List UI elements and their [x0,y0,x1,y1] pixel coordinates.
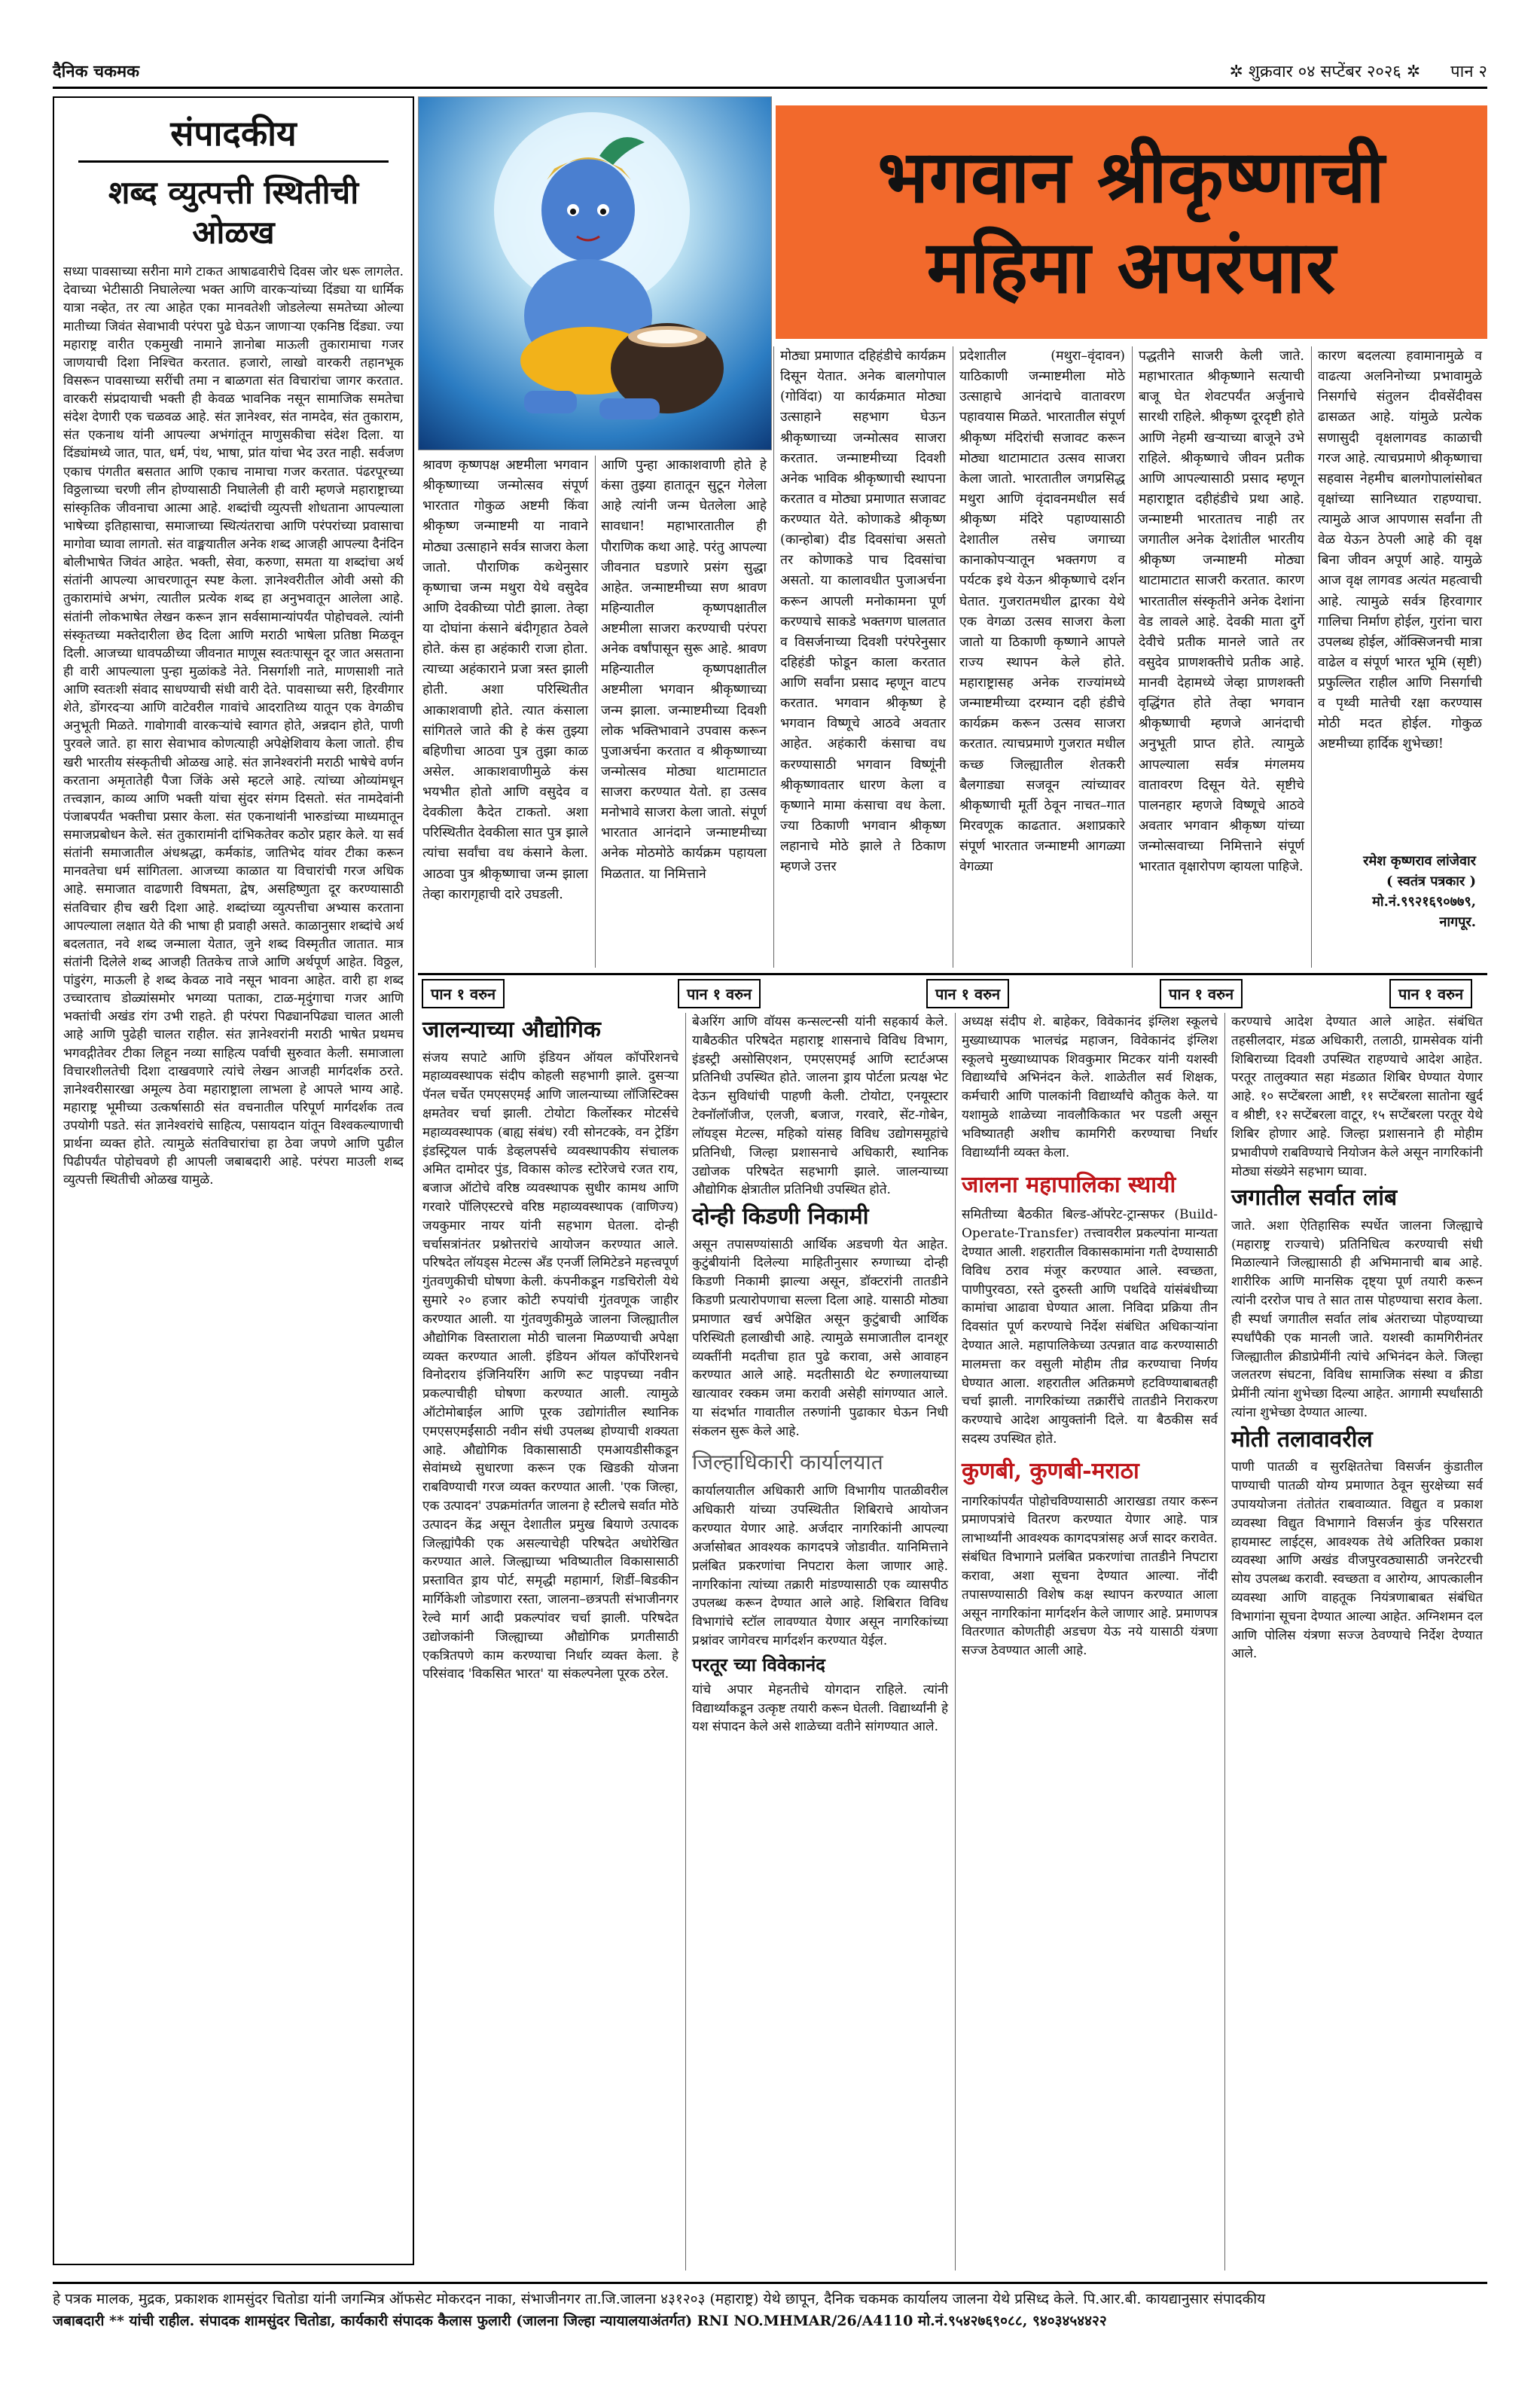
news-body: समितीच्या बैठकीत बिल्ड-ऑपरेट-ट्रान्सफर (Build-Operate-Transfer) तत्त्वावरील प्रकल्पांना मान्यता देण्यात आली. शहरातील विकासकामांना गती देण्यासाठी विविध ठराव मंजूर करण्यात आले. स्वच्छता, पाणीपुरवठा, रस्ते दुरुस्ती आणि पथदिवे यांसंबंधीच्या कामांचा आढावा घेण्यात आला. निविदा प्रक्रिया तीन दिवसांत पूर्ण करण्याचे निर्देश संबंधित अधिकाऱ्यांना देण्यात आले. महापालिकेच्या उत्पन्नात वाढ करण्यासाठी मालमत्ता कर वसुली मोहीम तीव्र करण्याचा निर्णय घेण्यात आला. शहरातील अतिक्रमणे हटविण्याबाबतही चर्चा झाली. नागरिकांच्या तक्रारींचे तातडीने निराकरण करण्याचे आदेश आयुक्तांनी दिले. या बैठकीस सर्व सदस्य उपस्थित होते. [962,1207,1218,1447]
imprint-footer [53,2282,1487,2350]
column-divider [595,456,596,968]
article-column-4: प्रदेशातील (मथुरा–वृंदावन) याठिकाणी जन्माष्टमीला मोठे उत्साहाचे आनंदाचे वातावरण पहावयास मिळते. भारतातील संपूर्ण श्रीकृष्ण मंदिरांची सजावट करून मोठ्या थाटामाटात उत्सव साजरा केला जातो. भारतातील जगप्रसिद्ध मथुरा आणि वृंदावनमधील सर्व श्रीकृष्ण मंदिरे पहाण्यासाठी देशातील तसेच जगाच्या कानाकोपऱ्यातून भक्तगण व पर्यटक इथे येऊन श्रीकृष्णाचे दर्शन घेतात. गुजरातमधील द्वारका येथे एक वेगळा उत्सव साजरा केला जातो या ठिकाणी कृष्णाने आपले राज्य स्थापन केले होते. महाराष्ट्रासह अनेक राज्यांमध्ये जन्माष्टमीच्या दरम्यान दही हंडीचे कार्यक्रम करून उत्सव साजरा करतात. त्याचप्रमाणे गुजरात मधील कच्छ जिल्ह्यातील शेतकरी बैलगाड्या सजवून त्यांच्यावर श्रीकृष्णाची मूर्ती ठेवून नाचत–गात मिरवणूक काढतात. अशाप्रकारे संपूर्ण भारतात जन्माष्टमी आगळ्या वेगळ्या [959,349,1125,875]
editorial-body: सध्या पावसाच्या सरीना मागे टाकत आषाढवारीचे दिवस जोर धरू लागलेत. देवाच्या भेटीसाठी निघालेल्या भक्त आणि वारकऱ्यांच्या दिंड्या या धार्मिक यात्रा नव्हेत, तर त्या आहेत एका मानवतेशी जोडलेल्या समतेच्या ओल्या मातीच्या जिवंत सेवाभावी परंपरा पुढे घेऊन जाणाऱ्या एकनिष्ठ दिंड्या. ज्या महाराष्ट्र वारीत एकमुखी नामाने ज्ञानोबा माऊली तुकारामाचा गजर जाणयाची दिशा निश्चित करतात. हजारो, लाखो वारकरी तहानभूक विसरून पावसाच्या सरींची तमा न बाळगता संत विचारांचा जागर करतात. वारकरी संप्रदायाची भक्ती ही केवळ भावनिक नसून सामाजिक समतेचा संदेश देणारी एक चळवळ आहे. संत ज्ञानेश्वर, संत नामदेव, संत तुकाराम, संत एकनाथ यांनी आपल्या अभंगांतून माणुसकीचा संदेश दिला. या दिंड्यांमध्ये जात, पात, धर्म, पंथ, भाषा, प्रांत यांचा भेद उरत नाही. सर्वजण एकाच पंगतीत बसतात आणि एकाच नामाचा गजर करतात. पंढरपूरच्या विठ्ठलाच्या चरणी लीन होण्यासाठी निघालेली ही वारी म्हणजे महाराष्ट्राच्या सांस्कृतिक जीवनाचा आत्मा आहे. शब्दांची व्युत्पत्ती शोधताना आपल्याला भाषेच्या इतिहासाचा, समाजाच्या स्थित्यंतराचा आणि परंपरांच्या प्रवासाचा मागोवा घ्यावा लागतो. संत वाङ्मयातील अनेक शब्द आजही आपल्या दैनंदिन बोलीभाषेत जिवंत आहेत. भक्ती, सेवा, करुणा, समता या शब्दांचा अर्थ संतांनी आपल्या आचरणातून स्पष्ट केला. ज्ञानेश्वरीतील ओवी असो की तुकारामांचे अभंग, त्यातील प्रत्येक शब्द हा अनुभवातून आलेला आहे. संतांनी लोकभाषेत लेखन करून ज्ञान सर्वसामान्यांपर्यंत पोहोचवले. त्यांनी संस्कृतच्या मक्तेदारीला छेद दिला आणि मराठी भाषेला प्रतिष्ठा मिळवून दिली. आजच्या धावपळीच्या जीवनात माणूस स्वतःपासून दूर जात असताना ही वारी आपल्याला पुन्हा मुळांकडे नेते. निसर्गाशी नाते, माणसाशी नाते आणि स्वतःशी संवाद साधण्याची संधी वारी देते. पावसाच्या सरी, हिरवीगार शेते, डोंगरदऱ्या आणि वाटेवरील गावांचे आदरातिथ्य यातून एक वेगळीच अनुभूती मिळते. गावोगावी वारकऱ्यांचे स्वागत होते, अन्नदान होते, पाणी पुरवले जाते. हा सारा सेवाभाव कोणत्याही अपेक्षेशिवाय केला जातो. हीच खरी भारतीय संस्कृतीची ओळख आहे. संत ज्ञानेश्वरांनी मराठी भाषेचे वर्णन करताना अमृतातेही पैजा जिंके असे म्हटले आहे. त्यांच्या ओव्यांमधून तत्त्वज्ञान, काव्य आणि भक्ती यांचा सुंदर संगम दिसतो. संत नामदेवांनी पंजाबपर्यंत भक्तीचा प्रसार केला. संत एकनाथांनी भारुडांच्या माध्यमातून समाजप्रबोधन केले. संत तुकारामांनी दांभिकतेवर कठोर प्रहार केले. या सर्व संतांनी समाजातील अंधश्रद्धा, कर्मकांड, जातिभेद यांवर टीका करून मानवतेचा धर्म सांगितला. आजच्या काळात या विचारांची गरज अधिक आहे. समाजात वाढणारी विषमता, द्वेष, असहिष्णुता दूर करण्यासाठी संतविचार हीच खरी दिशा आहे. शब्दांच्या व्युत्पत्तीचा अभ्यास करताना आपल्याला लक्षात येते की भाषा ही प्रवाही असते. काळानुसार शब्दांचे अर्थ बदलतात, नवे शब्द जन्माला येतात, जुने शब्द विस्मृतीत जातात. मात्र संतांनी दिलेले शब्द आजही तितकेच ताजे आणि अर्थपूर्ण आहेत. विठ्ठल, पांडुरंग, माऊली हे शब्द केवळ नावे नसून भावना आहेत. वारी हा शब्द उच्चारताच डोळ्यांसमोर भगव्या पताका, टाळ-मृदुंगाचा गजर आणि भक्तांची अखंड रांग उभी राहते. ही परंपरा पिढ्यानपिढ्या चालत आली आहे आणि पुढेही चालत राहील. संत ज्ञानेश्वरांनी मराठी भाषेत प्रथमच भगवद्गीतेवर टीका लिहून नव्या साहित्य पर्वाची सुरुवात केली. समाजाला विचारशीलतेची दिशा दाखवणारे त्यांचे लेखन आजही मार्गदर्शक ठरते. ज्ञानेश्वरीसारखा अमूल्य ठेवा महाराष्ट्राला लाभला हे आपले भाग्य आहे. महाराष्ट्र भूमीच्या उत्कर्षासाठी संत वचनातील परिपूर्ण मार्गदर्शक तत्व उपयोगी पडते. संत ज्ञानेश्वरांचे साहित्य, पसायदान यांतून विश्वकल्याणाची प्रार्थना व्यक्त होते. त्यामुळे संतविचारांचा हा ठेवा जपणे आणि पुढील पिढीपर्यंत पोहोचवणे ही आपली जबाबदारी आहे. परंपरा माउली शब्द व्युत्पत्ती स्थितीची ओळख यामुळे. [63,264,404,1188]
news-column-2 [688,1013,953,2270]
baby-krishna-image [418,96,772,450]
news-column-1 [418,1013,683,2270]
column-divider [773,346,774,968]
divider [78,160,389,163]
page-number: पान २ [1450,63,1487,81]
news-column-4 [1227,1013,1487,2270]
news-headline: मोती तलावावरील [1231,1426,1373,1453]
continuation-tag: पान १ वरुन [1389,979,1472,1008]
author-role: ( स्वतंत्र पत्रकार ) [1386,874,1476,889]
news-column-3 [957,1013,1222,2270]
continuation-tag: पान १ वरुन [1160,979,1243,1008]
article-column-6: कारण बदलत्या हवामानामुळे व वाढत्या अलनिनोच्या प्रभावामुळे निसर्गाचे संतुलन दीवसेंदीवस ढासळत आहे. यांमुळे प्रत्येक सणासुदी वृक्षलागवड काळाची गरज आहे. त्याचप्रमाणे श्रीकृष्णाचा सहवास नेहमीच बालगोपालांसोबत वृक्षांच्या सानिध्यात राहण्याचा. त्यामुळे आज आपणास सर्वांना ती वेळ येऊन ठेपली आहे की वृक्ष बिना जीवन अपूर्ण आहे. यामुळे आज वृक्ष लागवड अत्यंत महत्वाची आहे. त्यामुळे सर्वत्र हिरवागार गालिचा निर्माण होईल, गुरांना चारा उपलब्ध होईल, ऑक्सिजनची मात्रा वाढेल व संपूर्ण भारत भूमि (सृष्टी) प्रफुल्लित राहील आणि निसर्गाची व पृथ्वी मातेची रक्षा करण्यास मोठी मदत होईल. गोकुळ अष्टमीच्या हार्दिक शुभेच्छा! [1318,349,1482,752]
imprint-line: जबाबदारी ** यांची राहील. संपादक शामसुंदर चितोडा, कार्यकारी संपादक कैलास फुलारी (जालना जिल्हा न्यायालयाअंतर्गत) RNI NO.MHMAR/26/A4110 मो.नं.९५४२७६९०८८, ९४०३४५४४२२ [53,2313,1107,2330]
section-divider [418,973,1487,975]
headline-line-2: महिमा अपरंपार [926,224,1337,310]
article-column-1: श्रावण कृष्णपक्ष अष्टमीला भगवान श्रीकृष्णाच्या जन्मोत्सव संपूर्ण भारतात गोकुळ अष्टमी किंवा श्रीकृष्ण जन्माष्टमी या नावाने मोठ्या उत्साहाने सर्वत्र साजरा केला जातो. पौराणिक कथेनुसार कृष्णाचा जन्म मथुरा येथे वसुदेव आणि देवकीच्या पोटी झाला. तेव्हा या दोघांना कंसाने बंदीगृहात ठेवले होते. कंस हा अहंकारी राजा होता. त्याच्या अहंकाराने प्रजा त्रस्त झाली होती. अशा परिस्थितीत आकाशवाणी होते. त्यात कंसाला सांगितले जाते की हे कंस तुझ्या बहिणीचा आठवा पुत्र तुझा काळ असेल. आकाशवाणीमुळे कंस भयभीत होतो आणि वसुदेव व देवकीला कैदेत टाकतो. अशा परिस्थितीत देवकीला सात पुत्र झाले त्यांचा सर्वांचा वध कंसाने केला. आठवा पुत्र श्रीकृष्णाचा जन्म झाला तेव्हा कारागृहाची दारे उघडली. [422,458,588,902]
author-name: रमेश कृष्णराव लांजेवार [1363,853,1476,869]
article-column-5: पद्धतीने साजरी केली जाते. महाभारतात श्रीकृष्णाने सत्याची बाजू घेत शेवटपर्यंत अर्जुनाचे सारथी राहिले. श्रीकृष्ण दूरदृष्टी होते आणि नेहमी खऱ्याच्या बाजूने उभे राहिले. श्रीकृष्णाचे जीवन प्रतीक आणि आपल्यासाठी प्रसाद म्हणून महाराष्ट्रात दहीहंडीचे प्रथा आहे. जन्माष्टमी भारतातच नाही तर जगातील अनेक देशांतील भारतीय श्रीकृष्ण जन्माष्टमी मोठ्या थाटामाटात साजरी करतात. कारण भारतातील संस्कृतीने अनेक देशांना वेड लावले आहे. देवकी माता दुर्गे देवीचे प्रतीक मानले जाते तर वसुदेव प्राणशक्तीचे प्रतीक आहे. मानवी देहामध्ये जेव्हा प्राणशक्ती वृद्धिंगत होते तेव्हा भगवान श्रीकृष्णाची म्हणजे आनंदाची अनुभूती प्राप्त होते. त्यामुळे आपल्याला सर्वत्र मंगलमय वातावरण दिसून येते. सृष्टीचे पालनहार म्हणजे विष्णूचे आठवे अवतार भगवान श्रीकृष्ण यांच्या जन्मोत्सवाच्या निमित्ताने संपूर्ण भारतात वृक्षारोपण व्हायला पाहिजे. [1139,349,1304,875]
column-divider [1224,1013,1225,2270]
page-header [53,59,1487,89]
news-body: अध्यक्ष संदीप शे. बाहेकर, विवेकानंद इंग्लिश स्कूलचे मुख्याध्यापक भालचंद्र महाजन, विवेकानंद इंग्लिश स्कूलचे मुख्याध्यापक शिवकुमार मिटकर यांनी यशस्वी विद्यार्थ्यांचे अभिनंदन केले. शाळेतील सर्व शिक्षक, कर्मचारी आणि पालकांनी विद्यार्थ्यांचे कौतुक केले. या यशामुळे शाळेच्या नावलौकिकात भर पडली असून भविष्यातही अशीच कामगिरी करण्याचा निर्धार विद्यार्थ्यांनी व्यक्त केला. [962,1014,1218,1160]
continuation-tag: पान १ वरुन [678,979,761,1008]
news-headline: कुणबी, कुणबी-मराठा [962,1457,1139,1484]
newspaper-name: दैनिक चकमक [53,62,140,81]
news-body: पाणी पातळी व सुरक्षिततेचा विसर्जन कुंडातील पाण्याची पातळी योग्य प्रमाणात ठेवून सुरक्षेच्या सर्व उपाययोजना तंतोतंत राबवाव्यात. विद्युत व प्रकाश व्यवस्था विद्युत विभागाने विसर्जन कुंड परिसरात हायमास्ट लाईट्स, आवश्यक तेथे अतिरिक्त प्रकाश व्यवस्था आणि अखंड वीजपुरवठ्यासाठी जनरेटरची सोय उपलब्ध करावी. स्वच्छता व आरोग्य, आपत्कालीन व्यवस्था आणि वाहतूक नियंत्रणाबाबत संबंधित विभागांना सूचना देण्यात आल्या आहेत. अग्निशमन दल आणि पोलिस यंत्रणा सज्ज ठेवण्याचे निर्देश देण्यात आले. [1231,1459,1483,1662]
news-body: कार्यालयातील अधिकारी आणि विभागीय पातळीवरील अधिकारी यांच्या उपस्थितीत शिबिराचे आयोजन करण्यात येणार आहे. अर्जदार नागरिकांनी आपल्या अर्जासोबत आवश्यक कागदपत्रे जोडावीत. यानिमित्ताने प्रलंबित प्रकरणांचा निपटारा केला जाणार आहे. नागरिकांना त्यांच्या तक्रारी मांडण्यासाठी एक व्यासपीठ उपलब्ध करून देण्यात आले आहे. शिबिरात विविध विभागांचे स्टॉल लावण्यात येणार असून नागरिकांच्या प्रश्नांवर जागेवरच मार्गदर्शन करण्यात येईल. [692,1484,948,1648]
news-body: असून तपासण्यांसाठी आर्थिक अडचणी येत आहेत. कुटुंबीयांनी दिलेल्या माहितीनुसार रुग्णाच्या दोन्ही किडणी निकामी झाल्या असून, डॉक्टरांनी तातडीने किडणी प्रत्यारोपणाचा सल्ला दिला आहे. यासाठी मोठ्या प्रमाणात खर्च अपेक्षित असून कुटुंबाची आर्थिक परिस्थिती हलाखीची आहे. त्यामुळे समाजातील दानशूर व्यक्तींनी मदतीचा हात पुढे करावा, असे आवाहन करण्यात आले आहे. मदतीसाठी थेट रुग्णालयाच्या खात्यावर रक्कम जमा करावी असेही सांगण्यात आले. या संदर्भात गावातील तरुणांनी पुढाकार घेऊन निधी संकलन सुरू केले आहे. [692,1237,948,1439]
feature-headline-block [776,105,1487,339]
issue-date: ✲ शुक्रवार ०४ सप्टेंबर २०२६ ✲ [1229,63,1421,81]
editorial-title: संपादकीय [170,113,297,154]
article-column-2: आणि पुन्हा आकाशवाणी होते हे कंसा तुझ्या हातातून सुटून गेलेला आहे त्यांनी जन्म घेतलेला आहे सावधान! महाभारतातील ही पौराणिक कथा आहे. परंतु आपल्या जीवनात घडणारे प्रसंग सुद्धा आहेत. जन्माष्टमीच्या सण श्रावण महिन्यातील कृष्णपक्षातील अष्टमीला साजरा करण्याची परंपरा अनेक वर्षांपासून सुरू आहे. श्रावण महिन्यातील कृष्णपक्षातील अष्टमीला भगवान श्रीकृष्णाच्या जन्म झाला. जन्माष्टमीच्या दिवशी लोक भक्तिभावाने उपवास करून पुजाअर्चना करतात व श्रीकृष्णाच्या जन्मोत्सव मोठ्या थाटामाटात साजरा करण्यात येतो. हा उत्सव मनोभावे साजरा केला जातो. संपूर्ण भारतात आनंदाने जन्माष्टमीच्या अनेक मोठमोठे कार्यक्रम पहायला मिळतात. या निमित्ताने [601,458,767,882]
author-signature [1235,851,1476,932]
author-phone: मो.नं.९९२१६९०७७९, [1372,894,1476,910]
article-column-3: मोठ्या प्रमाणात दहिहंडीचे कार्यक्रम दिसून येतात. अनेक बालगोपाल (गोविंदा) या कार्यक्रमात मोठ्या उत्साहाने सहभाग घेऊन श्रीकृष्णाच्या जन्मोत्सव साजरा करतात. जन्माष्टमीच्या दिवशी अनेक भाविक श्रीकृष्णाची स्थापना करतात व मोठ्या प्रमाणात सजावट करण्यात येते. कोणाकडे श्रीकृष्ण (कान्होबा) दीड दिवसांचा असतो तर कोणाकडे पाच दिवसांचा असतो. या कालावधीत पुजाअर्चना करून आपली मनोकामना पूर्ण करण्याचे साकडे भक्तगण घालतात व विसर्जनाच्या दिवशी परंपरेनुसार दहिहंडी फोडून काला करतात आणि सर्वांना प्रसाद म्हणून वाटप करतात. भगवान श्रीकृष्ण हे भगवान विष्णूचे आठवे अवतार आहेत. अहंकारी कंसाचा वध करण्यासाठी भगवान विष्णूंनी श्रीकृष्णावतार धारण केला व कृष्णाने मामा कंसाचा वध केला. ज्या ठिकाणी भगवान श्रीकृष्ण लहानाचे मोठे झाले ते ठिकाण म्हणजे उत्तर [780,349,946,875]
news-headline: जगातील सर्वात लांब [1231,1185,1398,1212]
column-divider [955,1013,956,2270]
editorial-column [53,96,414,2265]
headline-line-1: भगवान श्रीकृष्णाची [877,134,1386,219]
column-divider [685,1013,686,2270]
news-headline: जालना महापालिका स्थायी [962,1171,1176,1198]
news-headline: जालन्याच्या औद्योगिक [422,1017,601,1043]
news-body: करण्याचे आदेश देण्यात आले आहेत. संबंधित तहसीलदार, मंडळ अधिकारी, तलाठी, ग्रामसेवक यांनी शिबिराच्या दिवशी उपस्थित राहण्याचे आदेश आहेत. परतूर तालुक्यात सहा मंडळात शिबिर घेण्यात येणार आहे. १० सप्टेंबरला आष्टी, ११ सप्टेंबरला सातोना खुर्द व श्रीष्टी, १२ सप्टेंबरला वाटूर, १५ सप्टेंबरला परतूर येथे शिबिर होणार आहे. जिल्हा प्रशासनाने ही मोहीम प्रभावीपणे राबविण्याचे नियोजन केले असून नागरिकांनी मोठ्या संख्येने सहभाग घ्यावा. [1231,1014,1483,1179]
imprint-line: हे पत्रक मालक, मुद्रक, प्रकाशक शामसुंदर चितोडा यांनी जगन्मित्र ऑफसेट मोकरदन नाका, संभाजीनगर ता.जि.जालना ४३१२०३ (महाराष्ट्र) येथे छापून, दैनिक चकमक कार्यालय जालना येथे प्रसिध्द केले. पि.आर.बी. कायद्यानुसार संपादकीय [53,2291,1266,2307]
news-body: नागरिकांपर्यंत पोहोचविण्यासाठी आराखडा तयार करून प्रमाणपत्रांचे वितरण करण्यात येणार आहे. पात्र लाभार्थ्यांनी आवश्यक कागदपत्रांसह अर्ज सादर करावेत. संबंधित विभागाने प्रलंबित प्रकरणांचा तातडीने निपटारा करावा, अशा सूचना देण्यात आल्या. नोंदी तपासण्यासाठी विशेष कक्ष स्थापन करण्यात आला असून नागरिकांना मार्गदर्शन केले जाणार आहे. प्रमाणपत्र वितरणात कोणतीही अडचण येऊ नये यासाठी यंत्रणा सज्ज ठेवण्यात आली आहे. [962,1493,1218,1659]
news-body: यांचे अपार मेहनतीचे योगदान राहिले. त्यांनी विद्यार्थ्यांकडून उत्कृष्ट तयारी करून घेतली. विद्यार्थ्यांनी हे यश संपादन केले असे शाळेच्या वतीने सांगण्यात आले. [692,1682,948,1735]
news-body: संजय सपाटे आणि इंडियन ऑयल कॉर्पोरेशनचे महाव्यवस्थापक संदीप कोहली सहभागी झाले. दुसऱ्या पॅनल चर्चेत एमएसएमई आणि जालन्याच्या लॉजिस्टिक्स क्षमतेवर चर्चा झाली. टोयोटा किर्लोस्कर मोटर्सचे महाव्यवस्थापक (बाह्य संबंध) रवी सोनटक्के, वन ट्रेडिंग इंडस्ट्रियल पार्क डेव्हलपर्सचे व्यवस्थापकीय संचालक अमित दामोदर पुंड, विकास कोल्ड स्टोरेजचे रजत राय, बजाज ऑटोचे वरिष्ठ व्यवस्थापक सुधीर कामथ आणि गरवारे पॉलिएस्टरचे वरिष्ठ महाव्यवस्थापक (वाणिज्य) जयकुमार नायर यांनी सहभाग घेतला. दोन्ही चर्चासत्रांनंतर प्रश्नोत्तरांचे आयोजन करण्यात आले. परिषदेत लॉयड्स मेटल्स अँड एनर्जी लिमिटेडने महत्त्वपूर्ण गुंतवणुकीची घोषणा केली. कंपनीकडून गडचिरोली येथे सुमारे २० हजार कोटी रुपयांची गुंतवणूक जाहीर करण्यात आली. या गुंतवणुकीमुळे जालना जिल्ह्यातील औद्योगिक विस्ताराला मोठी चालना मिळण्याची अपेक्षा व्यक्त करण्यात आली. इंडियन ऑयल कॉर्पोरेशनचे विनोदराय इंजिनियरिंग आणि रूट पाइपच्या नवीन प्रकल्पाचीही घोषणा करण्यात आली. त्यामुळे ऑटोमोबाईल आणि पूरक उद्योगांतील स्थानिक एमएसएमईंसाठी नवीन संधी उपलब्ध होण्याची शक्यता आहे. औद्योगिक विकासासाठी एमआयडीसीकडून सेवांमध्ये सुधारणा करून एक खिडकी योजना राबविण्याची गरज व्यक्त करण्यात आली. 'एक जिल्हा, एक उत्पादन' उपक्रमांतर्गत जालना हे स्टीलचे सर्वात मोठे उत्पादन केंद्र असून देशातील प्रमुख बियाणे उत्पादक जिल्ह्यांपैकी एक असल्याचेही परिषदेत अधोरेखित करण्यात आले. जिल्ह्याच्या भविष्यातील विकासासाठी प्रस्तावित ड्राय पोर्ट, समृद्धी महामार्ग, शिर्डी–बिडकीन मार्गिकेशी जोडणारा रस्ता, जालना–छत्रपती संभाजीनगर रेल्वे मार्ग आदी प्रकल्पांवर चर्चा झाली. परिषदेत उद्योजकांनी जिल्ह्याच्या औद्योगिक प्रगतीसाठी एकत्रितपणे काम करण्याचा निर्धार व्यक्त केला. हे परिसंवाद 'विकसित भारत' या संकल्पनेला पूरक ठरेल. [422,1050,679,1682]
continuation-tag: पान १ वरुन [926,979,1009,1008]
news-headline: जिल्हाधिकारी कार्यालयात [692,1449,883,1474]
continuation-tag: पान १ वरुन [422,979,505,1008]
news-headline: दोन्ही किडणी निकामी [692,1203,869,1231]
author-city: नागपूर. [1439,914,1476,930]
krishna-illustration [419,97,772,450]
news-headline: परतूर च्या विवेकानंद [692,1653,825,1676]
column-divider [1132,346,1133,968]
news-body: जाते. अशा ऐतिहासिक स्पर्धेत जालना जिल्ह्याचे (महाराष्ट्र राज्याचे) प्रतिनिधित्व करण्याची संधी मिळाल्याने जिल्ह्यासाठी ही अभिमानाची बाब आहे. शारीरिक आणि मानसिक दृष्ट्या पूर्ण तयारी करून त्यांनी दररोज पाच ते सात तास पोहण्याचा सराव केला. ही स्पर्धा जगातील सर्वात लांब अंतराच्या पोहण्याच्या स्पर्धांपैकी एक मानली जाते. यशस्वी कामगिरीनंतर जिल्ह्यातील क्रीडाप्रेमींनी त्यांचे अभिनंदन केले. जिल्हा जलतरण संघटना, विविध सामाजिक संस्था व क्रीडा प्रेमींनी त्यांना शुभेच्छा दिल्या आहेत. आगामी स्पर्धांसाठी त्यांना शुभेच्छा देण्यात आल्या. [1231,1218,1483,1420]
editorial-subtitle: शब्द व्युत्पत्ती स्थितीची ओळख [108,174,359,251]
news-body: बेअरिंग आणि वॉयस कन्सल्टन्सी यांनी सहकार्य केले. याबैठकीत परिषदेत महाराष्ट्र शासनाचे विविध विभाग, इंडस्ट्री असोसिएशन, एमएसएमई आणि स्टार्टअप्स प्रतिनिधी उपस्थित होते. जालना ड्राय पोर्टला प्रत्यक्ष भेट देऊन सुविधांची पाहणी केली. टोयोटा, एनयूस्टार टेक्नॉलॉजीज, एलजी, बजाज, गरवारे, सेंट-गोबेन, लॉयड्स मेटल्स, महिको यांसह विविध उद्योगसमूहांचे प्रतिनिधी, जिल्हा प्रशासनाचे अधिकारी, स्थानिक उद्योजक परिषदेत सहभागी झाले. जालन्याच्या औद्योगिक क्षेत्रातील प्रतिनिधी उपस्थित होते. [692,1014,948,1198]
